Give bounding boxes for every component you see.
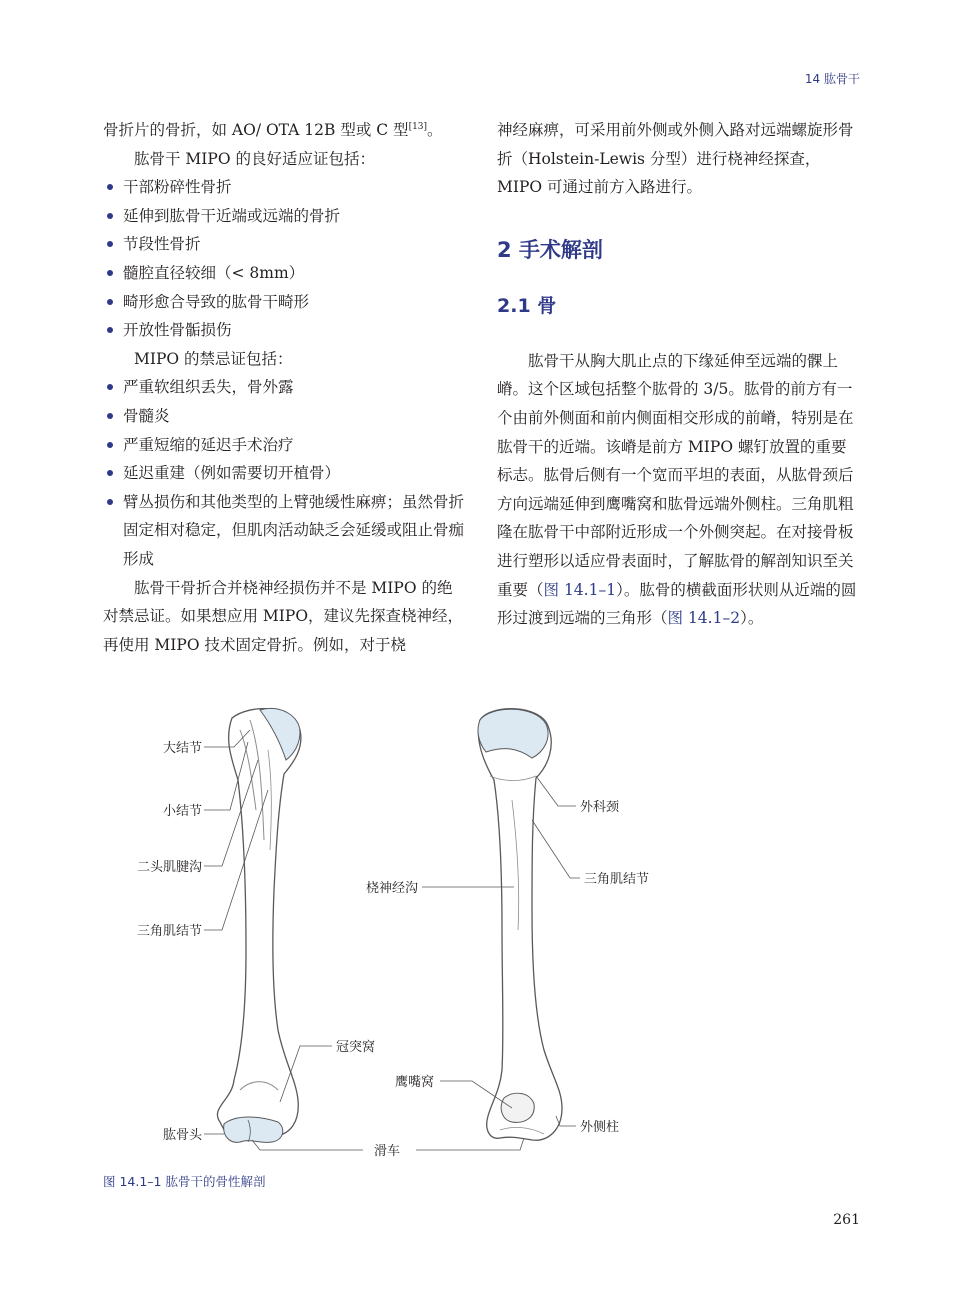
citation: [13] bbox=[408, 121, 428, 132]
list-item: 开放性骨骺损伤 bbox=[103, 316, 465, 345]
paragraph-text: ）。肱骨的横截面形状则从近端的圆形过渡到远端的三角形（ bbox=[497, 580, 857, 628]
paragraph-continuation bbox=[103, 116, 465, 145]
subsection-heading: 2.1 骨 bbox=[497, 294, 557, 317]
contraindications-list bbox=[103, 373, 465, 573]
list-item: 干部粉碎性骨折 bbox=[103, 173, 465, 202]
humerus-illustration bbox=[100, 690, 860, 1170]
list-item: 髓腔直径较细（< 8mm） bbox=[103, 259, 465, 288]
page-number: 261 bbox=[833, 1212, 860, 1228]
label-lesser-tuberosity: 小结节 bbox=[162, 804, 202, 819]
label-bicipital-groove: 二头肌腱沟 bbox=[136, 860, 202, 875]
right-column bbox=[497, 116, 859, 633]
label-deltoid-tuberosity-left: 三角肌结节 bbox=[136, 924, 202, 939]
label-olecranon-fossa: 鹰嘴窝 bbox=[394, 1075, 434, 1090]
paragraph-continuation: 神经麻痹，可采用前外侧或外侧入路对远端螺旋形骨折（Holstein-Lewis 分型）进行桡神经探查，MIPO 可通过前方入路进行。 bbox=[497, 121, 854, 197]
label-greater-tuberosity: 大结节 bbox=[162, 741, 202, 756]
humerus-anterior-outline bbox=[217, 709, 300, 1137]
paragraph-end: 。 bbox=[427, 121, 443, 139]
humerus-figure bbox=[100, 690, 860, 1170]
list-item: 骨髓炎 bbox=[103, 402, 465, 431]
label-coronoid-fossa: 冠突窝 bbox=[336, 1040, 376, 1055]
section-heading: 2 手术解剖 bbox=[497, 237, 603, 262]
list-item: 节段性骨折 bbox=[103, 230, 465, 259]
figure-caption: 图 14.1–1 肱骨干的骨性解剖 bbox=[103, 1174, 266, 1189]
running-header: 14 肱骨干 bbox=[804, 72, 860, 86]
list-item: 臂丛损伤和其他类型的上臂弛缓性麻痹；虽然骨折固定相对稳定，但肌肉活动缺乏会延缓或阻止骨痂形成 bbox=[103, 488, 465, 574]
humerus-posterior-outline bbox=[478, 709, 562, 1141]
label-trochlea: 滑车 bbox=[374, 1144, 401, 1159]
label-capitulum: 肱骨头 bbox=[162, 1128, 202, 1143]
contraindications-intro: MIPO 的禁忌证包括： bbox=[134, 349, 293, 368]
paragraph-radial-nerve: 肱骨干骨折合并桡神经损伤并不是 MIPO 的绝对禁忌证。如果想应用 MIPO，建议先探查桡神经，再使用 MIPO 技术固定骨折。例如，对于桡 bbox=[103, 578, 464, 654]
list-item: 严重软组织丢失，骨外露 bbox=[103, 373, 465, 402]
indications-intro: 肱骨干 MIPO 的良好适应证包括： bbox=[134, 149, 375, 168]
trochlea-cartilage bbox=[224, 1117, 283, 1142]
label-surgical-neck: 外科颈 bbox=[580, 800, 620, 815]
figure-reference-link[interactable]: 图 14.1–2 bbox=[667, 609, 741, 628]
figure-reference-link[interactable]: 图 14.1–1 bbox=[543, 580, 617, 599]
list-item: 严重短缩的延迟手术治疗 bbox=[103, 431, 465, 460]
list-item: 延伸到肱骨干近端或远端的骨折 bbox=[103, 202, 465, 231]
humerus-anterior-view bbox=[217, 708, 300, 1142]
label-radial-groove: 桡神经沟 bbox=[365, 881, 418, 896]
indications-list bbox=[103, 173, 465, 345]
olecranon-fossa-shape bbox=[501, 1093, 534, 1122]
paragraph-text: 肱骨干从胸大肌止点的下缘延伸至远端的髁上嵴。这个区域包括整个肱骨的 3/5。肱骨的前方有一个由前外侧面和前内侧面相交形成的前嵴，特别是在肱骨干的近端。该嵴是前方 MIPO 螺钉放置的重要标志。肱骨后侧有一个宽而平坦的表面，从肱骨颈后方向远端延伸到鹰嘴窝和肱骨远端外侧柱。三角肌粗隆在肱骨干中部附近形成一个外侧突起。在对接骨板进行塑形以适应骨表面时，了解肱骨的解剖知识至关重要（ bbox=[497, 351, 854, 599]
list-item: 延迟重建（例如需要切开植骨） bbox=[103, 459, 465, 488]
left-column bbox=[103, 116, 465, 659]
paragraph-text: 骨折片的骨折，如 AO/ OTA 12B 型或 C 型 bbox=[103, 121, 409, 139]
paragraph-text: ）。 bbox=[740, 609, 764, 628]
humerus-posterior-view bbox=[478, 709, 562, 1141]
label-deltoid-tuberosity-right: 三角肌结节 bbox=[584, 872, 650, 887]
paragraph-bone-anatomy bbox=[497, 347, 859, 633]
list-item: 畸形愈合导致的肱骨干畸形 bbox=[103, 288, 465, 317]
label-lateral-column: 外侧柱 bbox=[580, 1120, 620, 1135]
